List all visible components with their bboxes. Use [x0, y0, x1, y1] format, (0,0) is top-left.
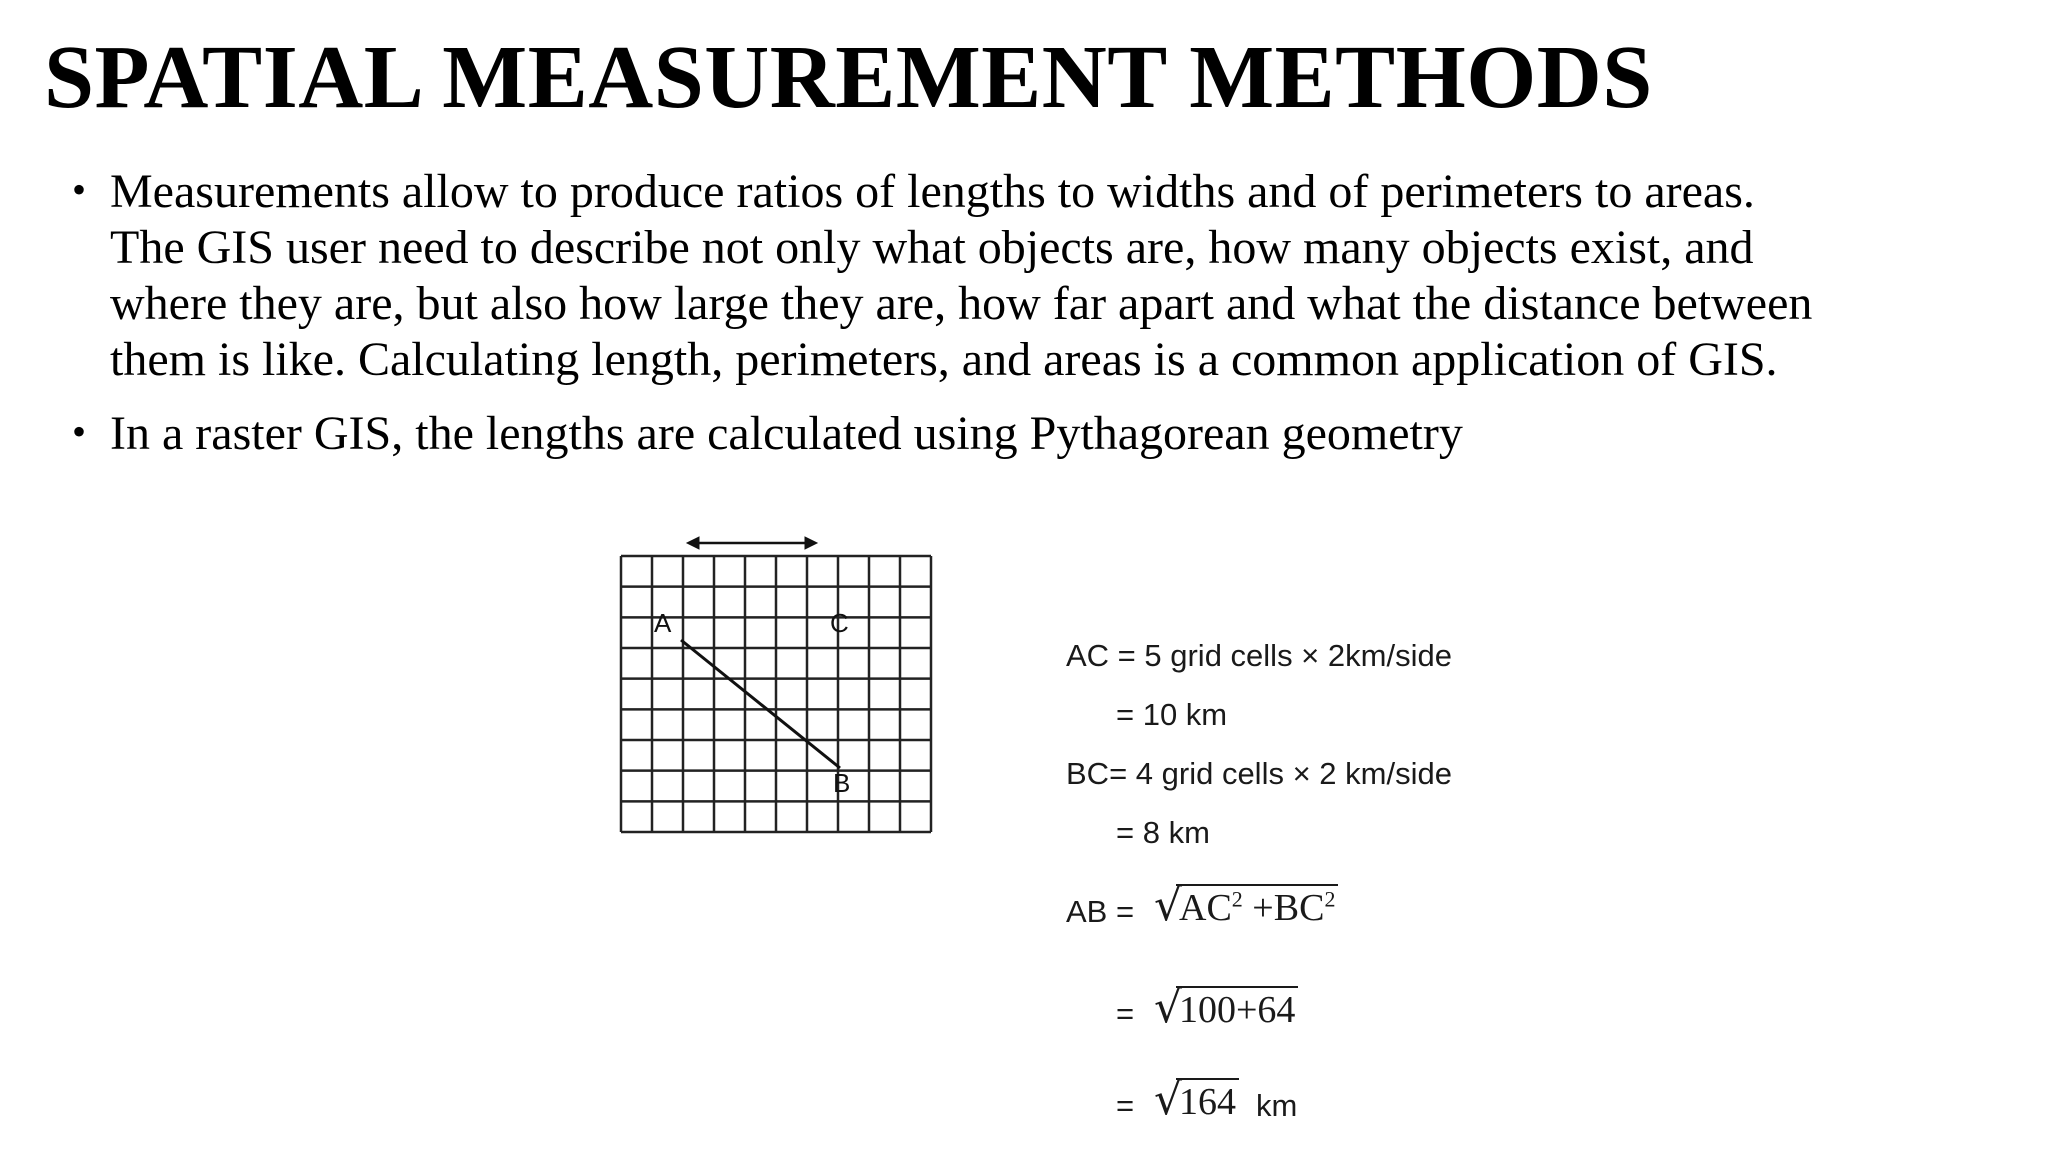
raster-grid-figure: [615, 530, 945, 840]
bullet-dot-icon: •: [72, 409, 87, 454]
sqrt-icon: √: [1154, 1074, 1183, 1125]
bullet-item: [64, 406, 1824, 462]
bullet-item: [64, 164, 1824, 388]
slide-title: SPATIAL MEASUREMENT METHODS: [44, 28, 1653, 127]
bullet-list: [64, 164, 1824, 480]
sqrt-expression: √ 100+64: [1154, 986, 1298, 1032]
sqrt-expression: √ $AC^2 +BC^2$: [1154, 884, 1338, 930]
point-label-c: C: [830, 608, 849, 638]
point-label-b: B: [833, 768, 851, 798]
sqrt-icon: √: [1154, 982, 1183, 1033]
bullet-text: In a raster GIS, the lengths are calculated using Pythagorean geometry: [110, 407, 1463, 460]
cell-size-arrow-icon: [687, 537, 817, 549]
grid-lines: [621, 556, 931, 832]
sqrt-icon: √: [1154, 880, 1183, 931]
bullet-dot-icon: •: [72, 167, 87, 212]
sqrt-expression: √ 164: [1154, 1078, 1239, 1124]
point-label-a: A: [654, 608, 672, 638]
bullet-text: Measurements allow to produce ratios of lengths to widths and of perimeters to areas. The GIS user need to describe not only what objects are, how many objects exist, and where they are, but also how large they are, how far apart and what the distance between them is like. Calculating length, perimeters, and areas is a common application of GIS.: [110, 165, 1813, 386]
ab-line: [681, 640, 840, 768]
